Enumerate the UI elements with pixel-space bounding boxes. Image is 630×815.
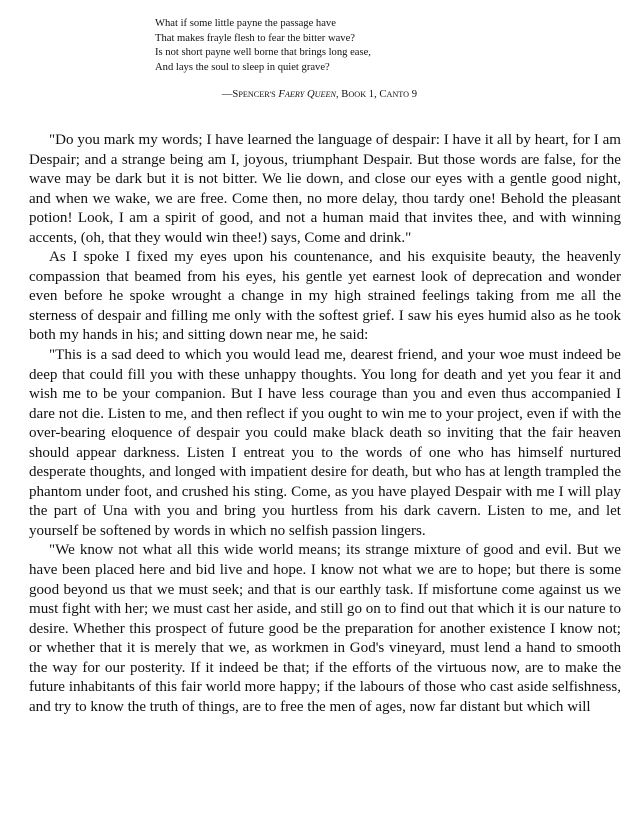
attribution-title-rest-1: AERY [284,90,305,99]
epigraph-line-3: Is not short payne well borne that brings long ease, [155,47,371,59]
attribution-separator: , [336,89,342,100]
attribution-book-number: 1, [366,89,380,100]
attribution-book-rest: OOK [348,90,367,99]
paragraph-3: "This is a sad deed to which you would lead me, dearest friend, and your woe must indeed be deep that could fill you with these unhappy thoughts. You long for death and yet you fear it and wish me to be your companion. But I have less courage than you and even thus accompanied I dare not die. Listen to me, and then reflect if you ought to win me to your project, even if with the over-bearing eloquence of despair you could make black death so inviting that the fair heaven should appear darkness. Listen I entreat you to the words of one who has himself nurtured desperate thoughts, and longed with impatient desire for death, but who has at length trampled the phantom under foot, and crushed his sting. Come, as you have played Despair with me I will play the part of Una with you and bring you hurtless from his dark cavern. Listen to me, and let yourself be softened by words in which no selfish passion lingers. [29,347,621,539]
attribution-author-rest: PENCER'S [238,90,276,99]
epigraph [155,17,455,75]
attribution-title-rest-2: UEEN [314,90,336,99]
paragraph-2: As I spoke I fixed my eyes upon his countenance, and his exquisite beauty, the heavenly compassion that beamed from his eyes, his gentle yet earnest look of deprecation and wonder even before he spoke wrought a change in my high strained feelings taking from me all the sterness of despair and filling me only with the softest grief. I saw his eyes humid also as he took both my hands in his; and sitting down near me, he said: [29,249,621,344]
attribution-book-initial: B [341,89,349,100]
attribution-author-initial: S [232,89,239,100]
attribution-title-initial-1: F [278,89,285,100]
epigraph-attribution [155,89,417,100]
paragraph-4: "We know not what all this wide world means; its strange mixture of good and evil. But we have been placed here and bid live and hope. I know not what we are to hope; but there is some good beyond us that we must seek; and that is our earthly task. If misfortune come against us we must fight with her; we must cast her aside, and still go on to find out that which it is our nature to desire. Whether this prospect of future good be the preparation for another existence I know not; or whether that it is merely that we, as workmen in God's vineyard, must lend a hand to smooth the way for our posterity. If it indeed be that; if the efforts of the virtuous now, are to make the future inhabitants of this fair world more happy; if the labours of those who cast aside selfishness, and try to know the truth of things, are to free the men of ages, now far distant but which will [29,542,621,715]
epigraph-line-2: That makes frayle flesh to fear the bitter wave? [155,32,356,44]
paragraph-1: "Do you mark my words; I have learned the language of despair: I have it all by heart, for I am Despair; and a strange being am I, joyous, triumphant Despair. But those words are false, for the wave may be dark but it is not bitter. We lie down, and close our eyes with a gentle good night, and when we wake, we are free. Come then, no more delay, thou tardy one! Behold the pleasant potion! Look, I am a spirit of good, and not a human maid that invites thee, and with winning accents, (oh, that they would win thee!) says, Come and drink." [29,132,621,246]
attribution-canto-initial: C [379,89,387,100]
body-text [29,131,621,717]
attribution-canto-number: 9 [409,89,417,100]
epigraph-line-1: What if some little payne the passage have [155,18,336,29]
attribution-work-title [278,89,336,100]
attribution-title-initial-2: Q [306,89,315,100]
attribution-canto-rest: ANTO [386,90,410,99]
epigraph-line-4: And lays the soul to sleep in quiet grave? [155,61,330,73]
attribution-dash: — [221,89,233,100]
